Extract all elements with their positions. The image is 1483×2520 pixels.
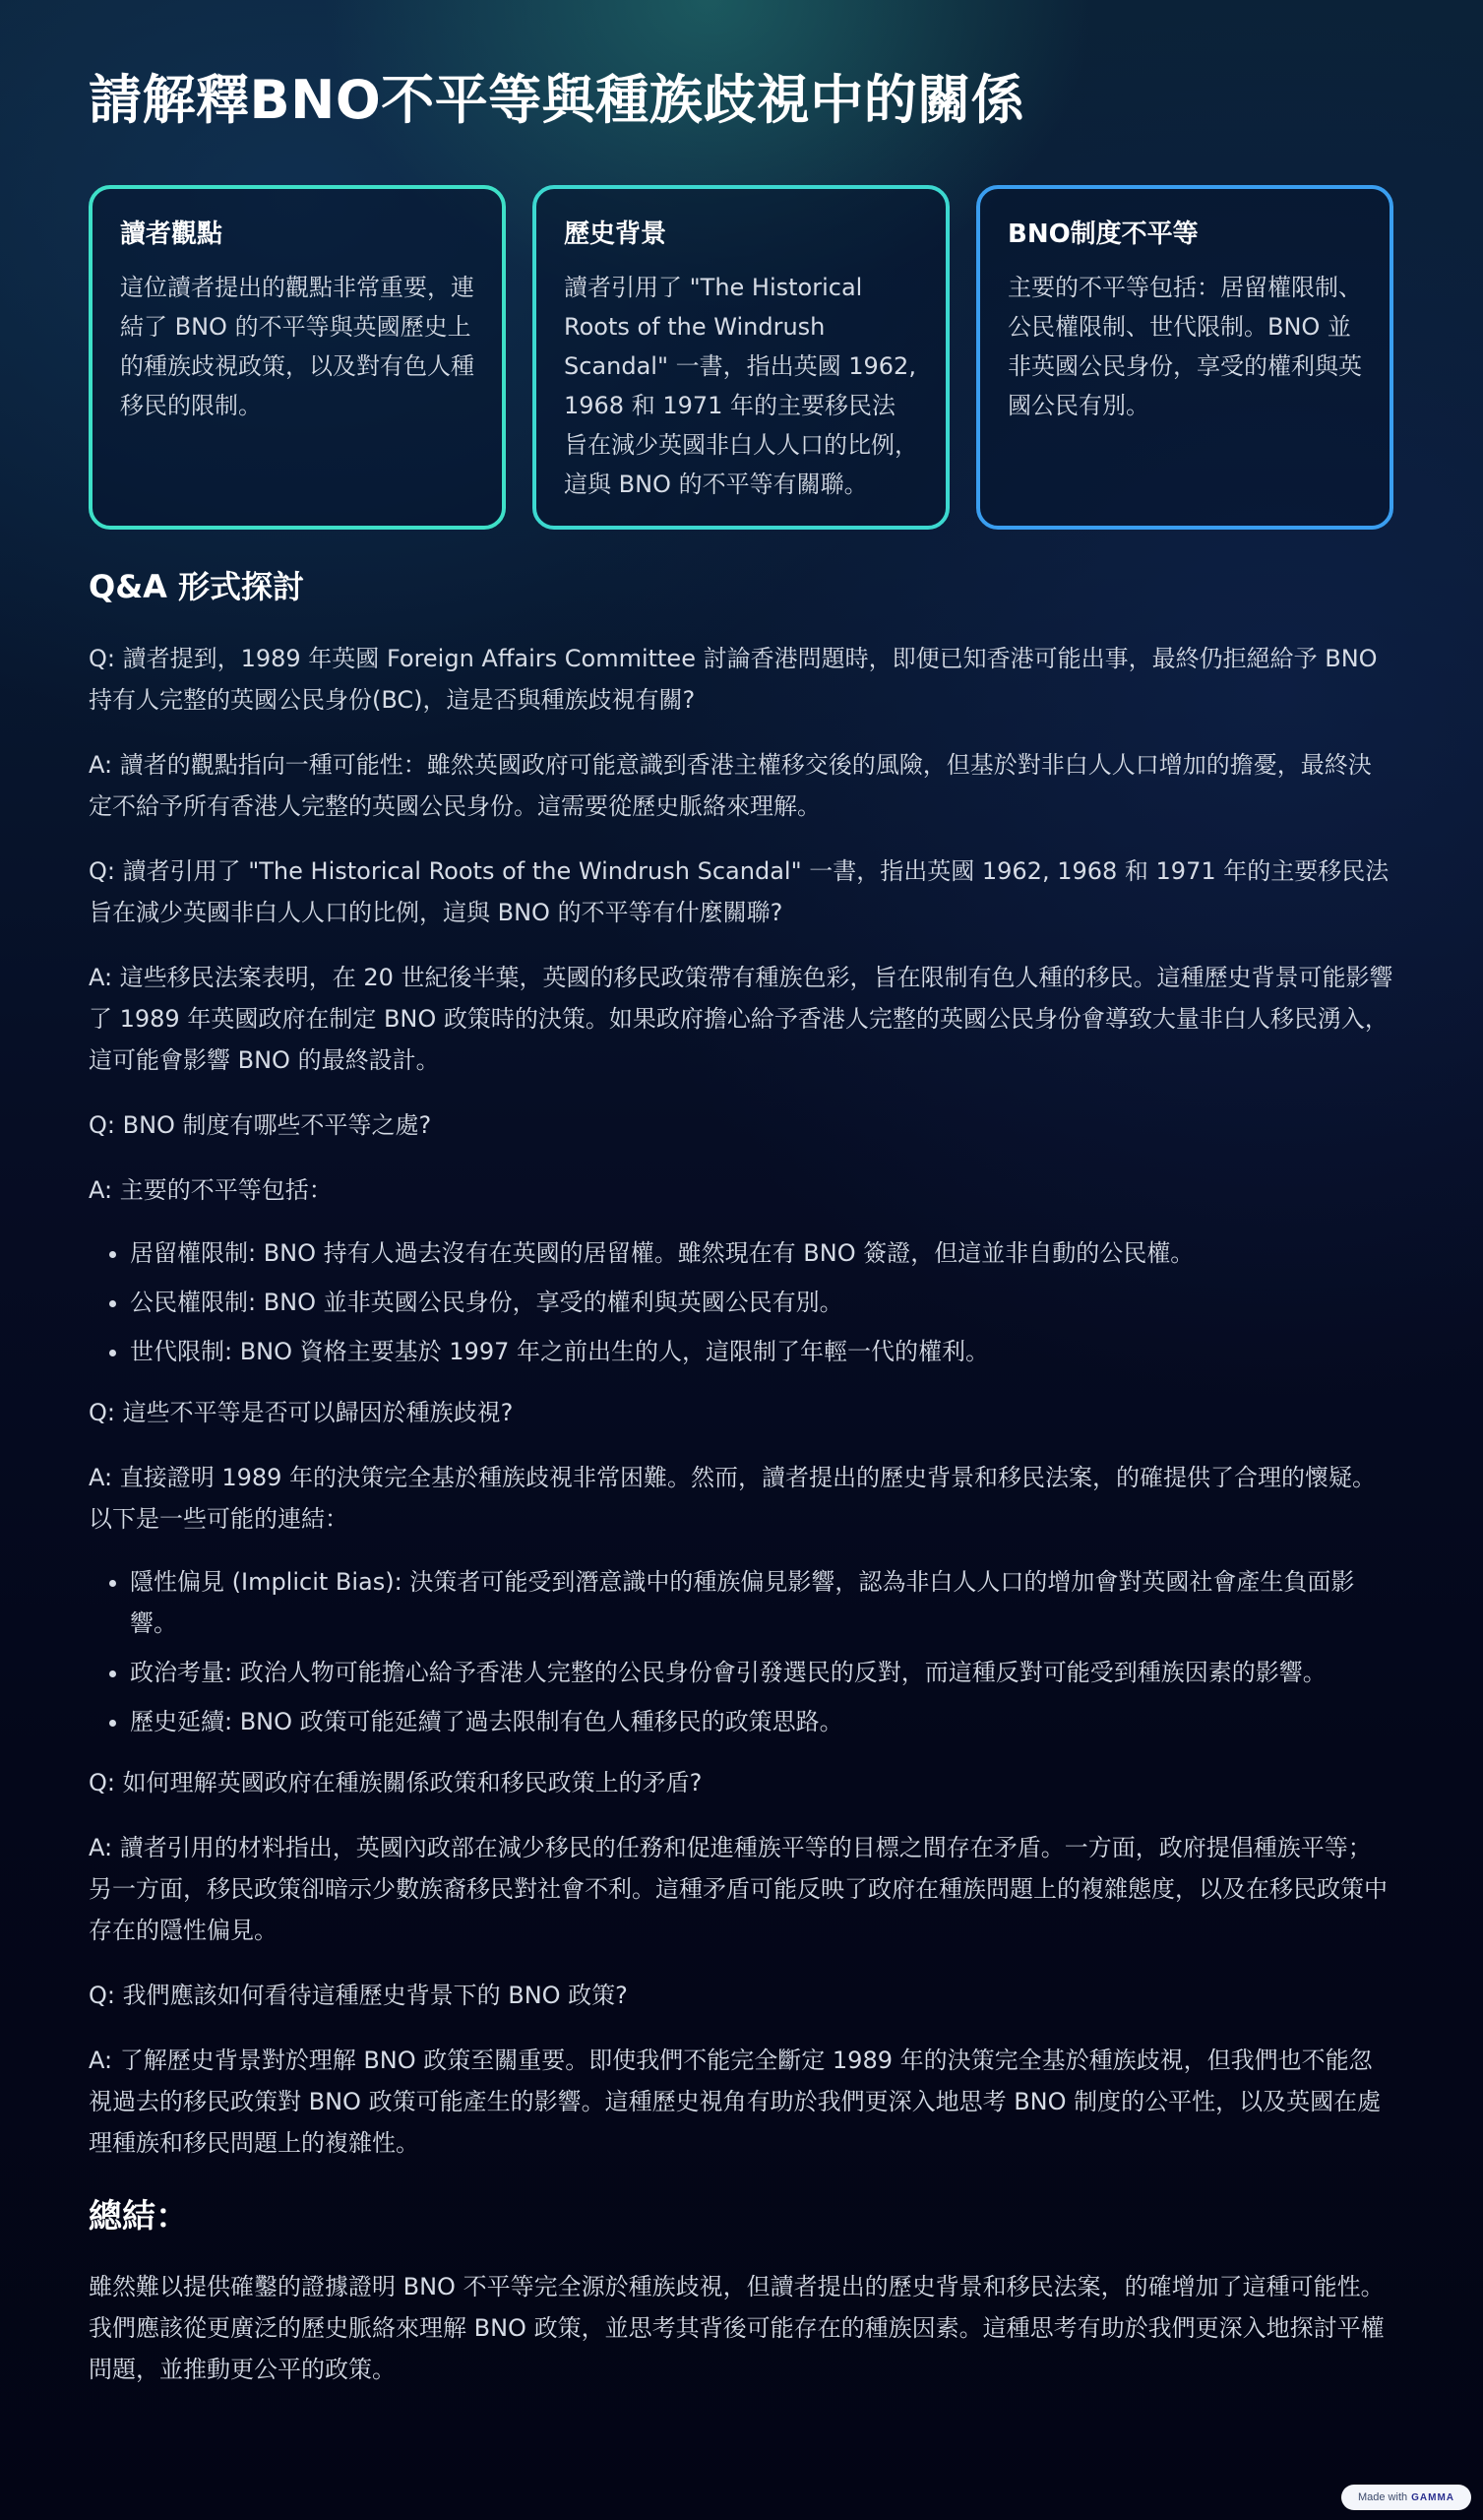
answer-3: A: 主要的不平等包括： xyxy=(89,1176,333,1204)
card-body: 讀者引用了 "The Historical Roots of the Windrush Scandal" 一書，指出英國 1962, 1968 和 1971 年的主要移民法旨在減少英國非白人人口的比例，這與 BNO 的不平等有關聯。 xyxy=(564,274,918,498)
card-bno-inequality xyxy=(976,185,1393,530)
question-2: Q: 讀者引用了 "The Historical Roots of the Windrush Scandal" 一書，指出英國 1962, 1968 和 1971 年的主要移民法旨在減少英國非白人人口的比例，這與 BNO 的不平等有什麼關聯? xyxy=(89,857,1390,926)
card-body: 這位讀者提出的觀點非常重要，連結了 BNO 的不平等與英國歷史上的種族歧視政策，以及對有色人種移民的限制。 xyxy=(120,274,474,419)
made-with-gamma-badge[interactable] xyxy=(1341,2485,1471,2510)
card-history xyxy=(532,185,950,530)
summary-heading: 總結： xyxy=(89,2197,189,2236)
card-heading: BNO制度不平等 xyxy=(1008,220,1199,249)
question-3: Q: BNO 制度有哪些不平等之處? xyxy=(89,1111,432,1139)
answer-1: A: 讀者的觀點指向一種可能性：雖然英國政府可能意識到香港主權移交後的風險，但基於對非白人人口增加的擔憂，最終決定不給予所有香港人完整的英國公民身份。這需要從歷史脈絡來理解。 xyxy=(89,751,1372,820)
document-page xyxy=(89,61,1394,2414)
qa-heading: Q&A 形式探討 xyxy=(89,568,305,605)
card-reader-view xyxy=(89,185,506,530)
answer-4: A: 直接證明 1989 年的決策完全基於種族歧視非常困難。然而，讀者提出的歷史背景和移民法案，的確提供了合理的懷疑。以下是一些可能的連結： xyxy=(89,1464,1377,1533)
card-heading: 歷史背景 xyxy=(564,220,667,249)
answer-6: A: 了解歷史背景對於理解 BNO 政策至關重要。即使我們不能完全斷定 1989 年的決策完全基於種族歧視，但我們也不能忽視過去的移民政策對 BNO 政策可能產生的影響。這種歷史視角有助於我們更深入地思考 BNO 制度的公平性，以及英國在處理種族和移民問題上的複雜性。 xyxy=(89,2047,1382,2157)
list-item: • 公民權限制: BNO 並非英國公民身份，享受的權利與英國公民有別。 xyxy=(130,1282,1394,1323)
card-heading: 讀者觀點 xyxy=(120,220,223,249)
answer-5: A: 讀者引用的材料指出，英國內政部在減少移民的任務和促進種族平等的目標之間存在矛盾。一方面，政府提倡種族平等；另一方面，移民政策卻暗示少數族裔移民對社會不利。這種矛盾可能反映了政府在種族問題上的複雜態度，以及在移民政策中存在的隱性偏見。 xyxy=(89,1834,1388,1944)
badge-prefix: Made with xyxy=(1357,2491,1408,2503)
inequality-list xyxy=(89,1232,1394,1372)
question-4: Q: 這些不平等是否可以歸因於種族歧視? xyxy=(89,1399,514,1426)
list-item: • 歷史延續: BNO 政策可能延續了過去限制有色人種移民的政策思路。 xyxy=(130,1701,1394,1742)
gamma-logo: GAMMA xyxy=(1411,2491,1455,2503)
list-item: • 政治考量: 政治人物可能擔心給予香港人完整的公民身份會引發選民的反對，而這種反對可能受到種族因素的影響。 xyxy=(130,1652,1394,1693)
summary-body: 雖然難以提供確鑿的證據證明 BNO 不平等完全源於種族歧視，但讀者提出的歷史背景和移民法案，的確增加了這種可能性。我們應該從更廣泛的歷史脈絡來理解 BNO 政策，並思考其背後可能存在的種族因素。這種思考有助於我們更深入地探討平權問題，並推動更公平的政策。 xyxy=(89,2273,1385,2383)
answer-2: A: 這些移民法案表明，在 20 世紀後半葉，英國的移民政策帶有種族色彩，旨在限制有色人種的移民。這種歷史背景可能影響了 1989 年英國政府在制定 BNO 政策時的決策。如果政府擔心給予香港人完整的英國公民身份會導致大量非白人移民湧入，這可能會影響 BNO 的最終設計。 xyxy=(89,964,1393,1074)
card-body: 主要的不平等包括：居留權限制、公民權限制、世代限制。BNO 並非英國公民身份，享受的權利與英國公民有別。 xyxy=(1008,274,1362,419)
question-5: Q: 如何理解英國政府在種族關係政策和移民政策上的矛盾? xyxy=(89,1769,703,1796)
summary-cards xyxy=(89,185,1394,530)
possible-links-list xyxy=(89,1561,1394,1742)
list-item: • 隱性偏見 (Implicit Bias): 決策者可能受到潛意識中的種族偏見影響，認為非白人人口的增加會對英國社會產生負面影響。 xyxy=(130,1561,1394,1644)
question-1: Q: 讀者提到，1989 年英國 Foreign Affairs Committee 討論香港問題時，即便已知香港可能出事，最終仍拒絕給予 BNO 持有人完整的英國公民身份(BC)，這是否與種族歧視有關? xyxy=(89,645,1378,714)
list-item: • 居留權限制: BNO 持有人過去沒有在英國的居留權。雖然現在有 BNO 簽證，但這並非自動的公民權。 xyxy=(130,1232,1394,1274)
list-item: • 世代限制: BNO 資格主要基於 1997 年之前出生的人，這限制了年輕一代的權利。 xyxy=(130,1331,1394,1372)
page-title: 請解釋BNO不平等與種族歧視中的關係 xyxy=(89,69,1025,131)
question-6: Q: 我們應該如何看待這種歷史背景下的 BNO 政策? xyxy=(89,1982,628,2009)
